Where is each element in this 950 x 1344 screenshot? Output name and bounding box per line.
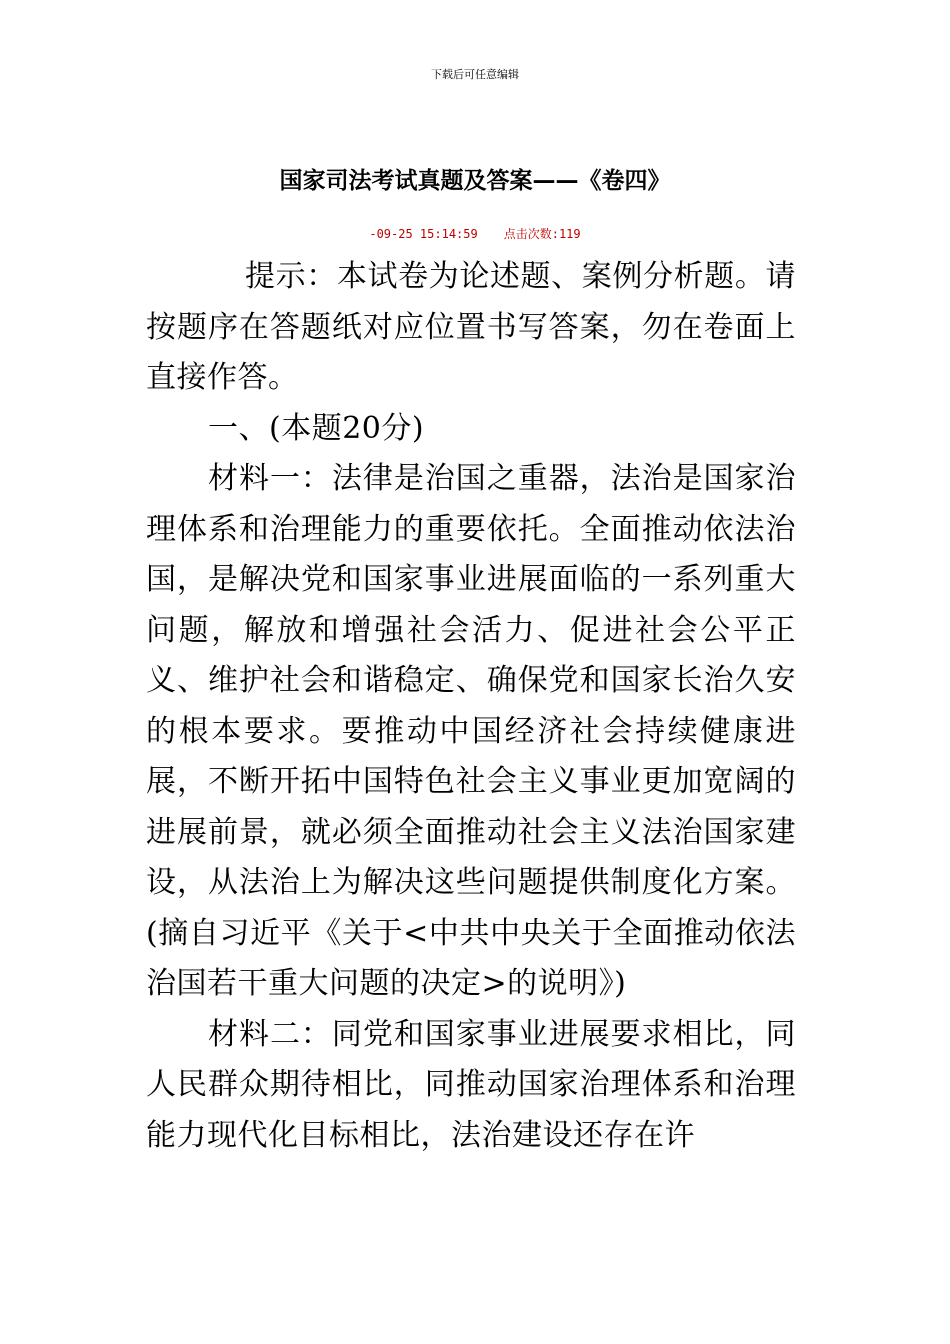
- page-header-note: 下载后可任意编辑: [431, 68, 519, 81]
- document-title: 国家司法考试真题及答案——《卷四》: [279, 168, 671, 194]
- document-meta: [0, 225, 950, 242]
- exam-instructions: 提示：本试卷为论述题、案例分析题。请按题序在答题纸对应位置书写答案，勿在卷面上直接作答。: [146, 259, 796, 395]
- question-heading: 一、(本题20分): [208, 410, 425, 446]
- material-one: 材料一：法律是治国之重器，法治是国家治理体系和治理能力的重要依托。全面推动依法治国，是解决党和国家事业进展面临的一系列重大问题，解放和增强社会活力、促进社会公平正义、维护社会和谐稳定、确保党和国家长治久安的根本要求。要推动中国经济社会持续健康进展，不断开拓中国特色社会主义事业更加宽阔的进展前景，就必须全面推动社会主义法治国家建设，从法治上为解决这些问题提供制度化方案。(摘自习近平《关于<中共中央关于全面推动依法治国若干重大问题的决定>的说明》): [146, 461, 796, 1001]
- publish-date: -09-25 15:14:59: [369, 227, 478, 241]
- click-count: 点击次数:119: [503, 227, 581, 241]
- material-two: 材料二：同党和国家事业进展要求相比，同人民群众期待相比，同推动国家治理体系和治理能力现代化目标相比，法治建设还存在许: [146, 1016, 796, 1153]
- document-body: [146, 252, 796, 1161]
